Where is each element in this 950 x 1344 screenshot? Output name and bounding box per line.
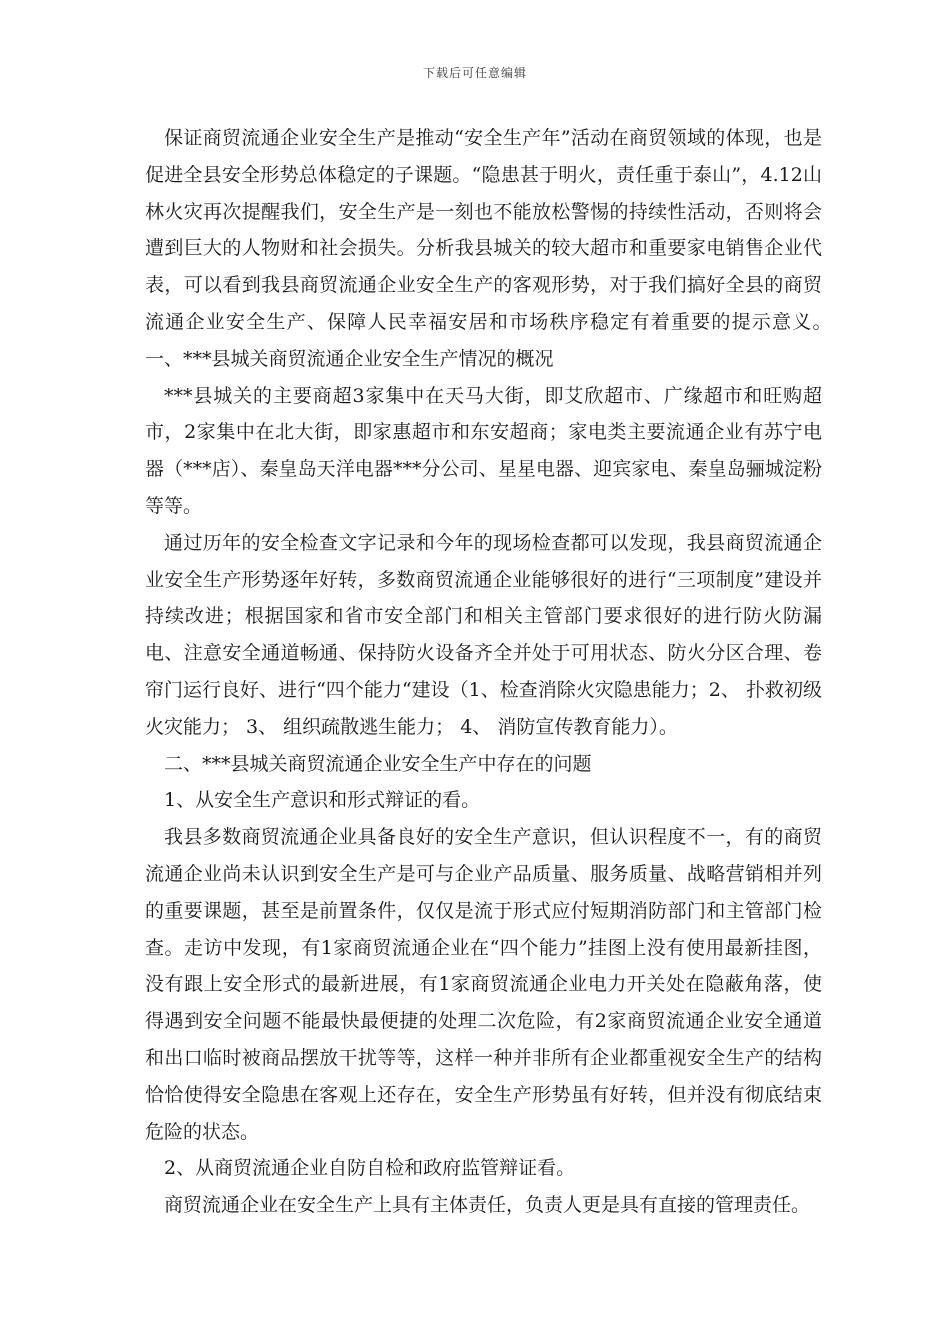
- paragraph-overview: ***县城关的主要商超3家集中在天马大街，即艾欣超市、广缘超市和旺购超市，2家集中在北大街，即家惠超市和东安超商；家电类主要流通企业有苏宁电器（***店）、秦皇岛天洋电器***分公司、星星电器、迎宾家电、秦皇岛骊城淀粉等等。: [145, 384, 822, 517]
- paragraph-supervision: 商贸流通企业在安全生产上具有主体责任，负责人更是具有直接的管理责任。: [164, 1194, 811, 1217]
- paragraph-inspection: 通过历年的安全检查文字记录和今年的现场检查都可以发现，我县商贸流通企业安全生产形势逐年好转，多数商贸流通企业能够很好的进行“三项制度”建设并持续改进；根据国家和省市安全部门和相关主管部门要求很好的进行防火防漏电、注意安全通道畅通、保持防火设备齐全并处于可用状态、防火分区合理、卷帘门运行良好、进行“四个能力“建设（1、检查消除火灾隐患能力；2、 扑救初级火灾能力； 3、 组织疏散逃生能力； 4、 消防宣传教育能力）。: [145, 531, 822, 738]
- paragraph-intro: 保证商贸流通企业安全生产是推动“安全生产年”活动在商贸领域的体现，也是促进全县安全形势总体稳定的子课题。“隐患甚于明火，责任重于泰山”，4.12山林火灾再次提醒我们，安全生产是一刻也不能放松警惕的持续性活动，否则将会遭到巨大的人物财和社会损失。分析我县城关的较大超市和重要家电销售企业代表，可以看到我县商贸流通企业安全生产的客观形势，对于我们搞好全县的商贸流通企业安全生产、保障人民幸福安居和市场秩序稳定有着重要的提示意义。 一、***县城关商贸流通企业安全生产情况的概况: [145, 127, 861, 370]
- subheading-awareness: 1、从安全生产意识和形式辩证的看。: [164, 789, 481, 812]
- document-body: [145, 120, 861, 1224]
- section-heading-problems: 二、***县城关商贸流通企业安全生产中存在的问题: [164, 752, 592, 775]
- page-header: 下载后可任意编辑: [422, 66, 527, 80]
- subheading-supervision: 2、从商贸流通企业自防自检和政府监管辩证看。: [164, 1157, 576, 1180]
- paragraph-awareness: 我县多数商贸流通企业具备良好的安全生产意识，但认识程度不一，有的商贸流通企业尚未认识到安全生产是可与企业产品质量、服务质量、战略营销相并列的重要课题，甚至是前置条件，仅仅是流于形式应付短期消防部门和主管部门检查。走访中发现，有1家商贸流通企业在“四个能力”挂图上没有使用最新挂图，没有跟上安全形式的最新进展，有1家商贸流通企业电力开关处在隐蔽角落，使得遇到安全问题不能最快最便捷的处理二次危险，有2家商贸流通企业安全通道和出口临时被商品摆放干扰等等，这样一种并非所有企业都重视安全生产的结构恰恰使得安全隐患在客观上还存在，安全生产形势虽有好转，但并没有彻底结束危险的状态。: [145, 826, 822, 1143]
